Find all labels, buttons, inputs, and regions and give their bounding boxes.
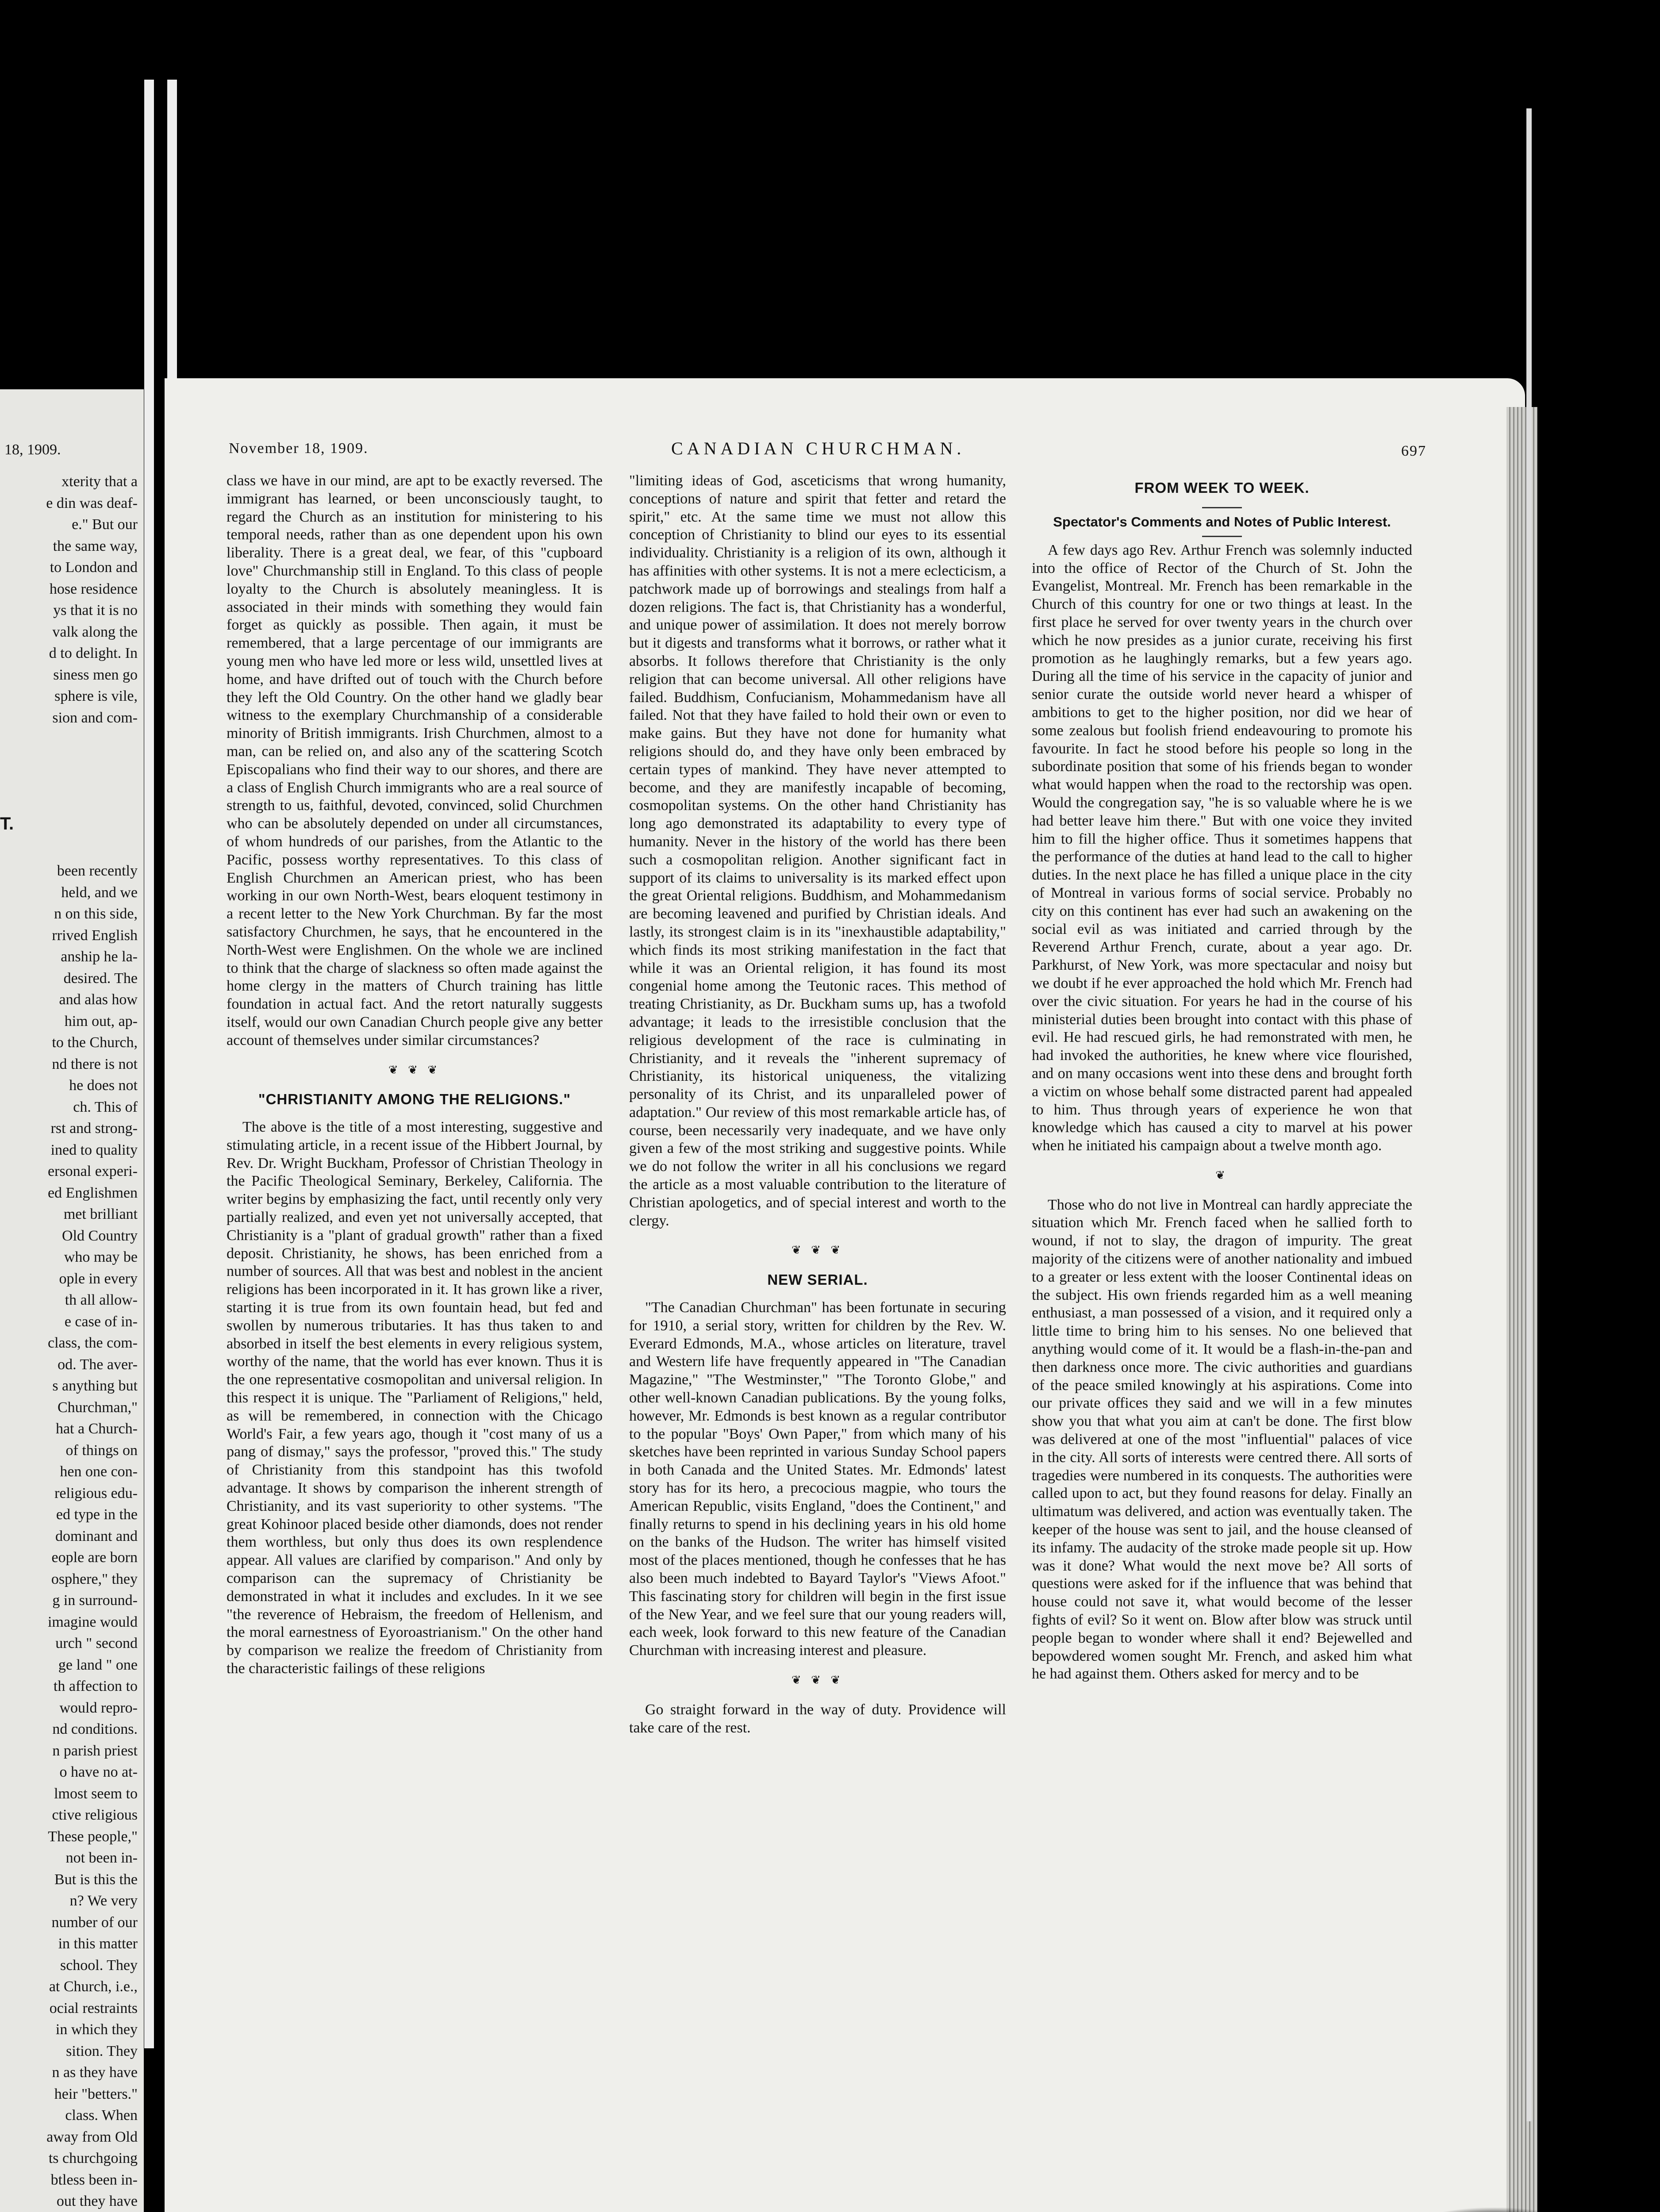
text-line: n on this side, [54, 906, 138, 922]
text-line: ed Englishmen [47, 1184, 138, 1201]
heading-rule [1202, 536, 1242, 537]
article-heading: "CHRISTIANITY AMONG THE RELIGIONS." [258, 1091, 571, 1108]
text-line: e." But our [72, 516, 138, 533]
text-line: Old Country [62, 1227, 138, 1244]
paragraph: class we have in our mind, are apt to be exactly reversed. The immigrant has learned, or been unconsciously taught, to regard the Church as an institution for ministering to his temporal needs, rather than as one dependent upon his own liberality. There is a great deal, we fear, of this "cupboard love" Churchmanship still in England. To this class of people loyalty to the Church is absolutely meaningless. It is associated in their minds with something they would fain forget as quickly as possible. Then again, it must be remembered, that a large percentage of our immigrants are young men who have led more or less wild, unsettled lives at home, and have drifted out of touch with the Church before they left the Old Country. On the other hand we gladly bear witness to the exemplary Churchmanship of a considerable minority of British immigrants. Irish Churchmen, almost to a man, can be relied on, and also any of the scattering Scotch Episcopalians who find their way to our shores, and there are a class of English Church immigrants who are a real source of strength to us, faithful, devoted, convinced, solid Churchmen who can be absolutely depended on under all circumstances, of whom hundreds of our parishes, from the Atlantic to the Pacific, possess worthy representatives. To this class of English Churchmen an American priest, who has been working in our own North-West, bears eloquent testimony in a recent letter to the New York Churchman. By far the most satisfactory Churchmen, he says, that he encountered in the North-West were Englishmen. On the whole we are inclined to think that the charge of slackness so often made against the home clergy in the matters of Church training has little foundation in actual fact. And the retort naturally suggests itself, would our own Canadian Church people give any better account of themselves under similar circumstances? [227, 472, 603, 1048]
text-line: heir "betters." [54, 2085, 138, 2102]
text-line: od. The aver- [58, 1356, 138, 1373]
text-line: ed type in the [56, 1506, 138, 1523]
text-line: ocial restraints [49, 2000, 138, 2016]
text-line: him out, ap- [64, 1013, 138, 1029]
text-line: ople in every [59, 1270, 138, 1287]
text-line: rst and strong- [50, 1120, 138, 1137]
text-line: away from Old [46, 2128, 138, 2145]
text-line: to London and [50, 559, 138, 576]
paragraph: "limiting ideas of God, asceticisms that wrong humanity, conceptions of nature and spirit that fetter and retard the spirit," etc. At the same time we must not allow this conception of Christianity to blind our eyes to its essential individuality. Christianity is a religion of its own, although it has affinities with other systems. It is not a mere eclecticism, a patchwork made up of borrowings and stealings from half a dozen religions. The fact is, that Christianity has a wonderful, and unique power of assimilation. It does not merely borrow but it digests and transforms what it borrows, or rather what it absorbs. It follows therefore that Christianity is the only religion that can become universal. All other religions have failed. Buddhism, Confucianism, Mohammedanism have all failed. Not that they have failed to hold their own or even to make gains. But they have not done for humanity what religions should do, and they have only been embraced by certain types of mankind. They have never attempted to become, and they are manifestly incapable of becoming, cosmopolitan systems. On the other hand Christianity has long ago demonstrated its adaptability to every type of humanity. Never in the history of the world has there been such a cosmopolitan religion. Another significant fact in support of its claims to universality is its marked effect upon the great Oriental religions. Buddhism, and Mohammedanism are becoming leavened and purified by Christian ideals. And lastly, its strongest claim is in its "inexhaustible adaptability," which finds its most striking manifestation in the fact that while it was an Oriental religion, it has found its most congenial home among the Teutonic races. This method of treating Christianity, as Dr. Buckham sums up, has a twofold advantage; it leads to the irresistible conclusion that the religious development of the race is culminating in Christianity, and it reveals the "inherent supremacy of Christianity, its historical uniqueness, the vitalizing personality of its Christ, and its unparalleled power of adaptation." Our review of this most remarkable article has, of course, been necessarily very inadequate, and we have only given a few of the most striking and suggestive points. While we do not follow the writer in all his conclusions we regard the article as a most valuable contribution to the literature of Christian apologetics, and of special interest and worth to the clergy. [629, 472, 1006, 1229]
text-line: valk along the [52, 623, 138, 640]
column-3 [1032, 479, 1412, 1683]
text-line: e din was deaf- [46, 495, 138, 511]
article-heading: NEW SERIAL. [767, 1271, 868, 1288]
text-line: n parish priest [52, 1742, 138, 1759]
text-line: hat a Church- [55, 1421, 138, 1437]
facing-page-heading: T. [0, 814, 14, 833]
binding-shadow [1407, 2208, 1553, 2212]
text-line: dominant and [55, 1528, 138, 1544]
column-2 [629, 472, 1006, 1737]
section-ornament: ❦ ❦ ❦ [388, 1063, 441, 1076]
text-line: sphere is vile, [54, 688, 138, 704]
text-line: osphere," they [51, 1571, 138, 1587]
text-line: s anything but [52, 1378, 138, 1394]
facing-page-fragment [0, 389, 144, 2212]
text-line: to the Church, [52, 1034, 138, 1051]
scanner-bar [144, 80, 154, 2048]
text-line: religious edu- [54, 1485, 138, 1502]
paragraph: A few days ago Rev. Arthur French was solemnly inducted into the office of Rector of the Church of St. John the Evangelist, Montreal. Mr. French has been remarkable in the Church of this country for one or two things at least. In the first place he served for over twenty years in the church over which he now presides as a junior curate, receiving his first promotion as he laughingly remarks, but a few years ago. During all the time of his service in the capacity of junior and senior curate the outside world never heard a whisper of ambitions to get to the higher position, nor did we hear of some zealous but foolish friend endeavouring to promote his favourite. In fact he stood before his people so long in the subordinate position that some of his friends began to wonder what would happen when the road to the rectorship was open. Would the congregation say, "he is so valuable where he is we had better leave him there." But with one voice they invited him to fill the higher office. Thus it sometimes happens that the performance of the duties at hand lead to the call to higher duties. In the next place he has filled a unique place in the city of Montreal in various forms of social service. Probably no city on this continent has ever had such an awakening on the social evil as was initiated and carried through by the Reverend Arthur French, curate, about a year ago. Dr. Parkhurst, of New York, was more spectacular and noisy but we doubt if he ever approached the hold which Mr. French had over the civic situation. For years he had in the course of his ministerial duties been brought into contact with this phase of evil. He had rescued girls, he had remonstrated with men, he had invoked the authorities, he knew where vice flourished, and on many occasions went into these dens and brought forth a victim on whose behalf some distracted parent had appealed to him. Thus through years of experience he won that knowledge which has caused a city to marvel at his power when he initiated his campaign about a twelve month ago. [1032, 541, 1412, 1154]
text-line: xterity that a [61, 473, 138, 490]
newspaper-page [165, 378, 1525, 2212]
text-line: imagine would [47, 1613, 138, 1630]
text-line: hen one con- [60, 1463, 138, 1480]
text-line: sion and com- [52, 709, 138, 726]
text-line: ersonal experi- [48, 1163, 138, 1179]
text-line: who may be [64, 1249, 138, 1265]
text-line: desired. The [63, 970, 138, 987]
text-line: rrived English [52, 927, 138, 944]
paragraph: The above is the title of a most interesting, suggestive and stimulating article, in a recent issue of the Hibbert Journal, by Rev. Dr. Wright Buckham, Professor of Christian Theology in the Pacific Theological Seminary, Berkeley, California. The writer begins by emphasizing the fact, until recently only very partially realized, and even yet not universally accepted, that Christianity is a "plant of gradual growth" rather than a fixed deposit. Christianity, he shows, has been enriched from a number of sources. All that was best and noblest in the ancient religions has been incorporated in it. It has grown like a river, starting it is true from its own fountain head, but fed and swollen by numerous tributaries. It has thus taken to and absorbed in itself the best elements in every religious system, worthy of the name, that the world has ever known. Thus it is the one representative cosmopolitan and universal religion. In this respect it is unique. The "Parliament of Religions," held, as will be remembered, in connection with the Chicago World's Fair, a few years ago, though it "cost many of us a pang of dismay," says the professor, "proved this." The study of Christianity from this standpoint has this twofold advantage. It shows by comparison the inherent strength of Christianity, and its vast superiority to other systems. "The great Kohinoor placed beside other diamonds, does not render them worthless, but only thus does its own resplendence appear. All values are clarified by comparison." And only by comparison can the supremacy of Christianity be demonstrated in what it includes and excludes. In it we see "the reverence of Hebraism, the freedom of Hellenism, and the moral earnestness of Eyoroastrianism." On the other hand by comparison we realize the freedom of Christianity from the characteristic failings of these religions [227, 1119, 603, 1677]
text-line: been recently [57, 863, 138, 879]
page-stack-edge [1506, 407, 1537, 2212]
text-line: d to delight. In [49, 645, 138, 661]
text-line: class, the com- [48, 1335, 138, 1351]
text-line: n? We very [69, 1893, 138, 1909]
text-line: g in surround- [52, 1592, 138, 1609]
text-line: anship he la- [61, 949, 138, 965]
text-line: Churchman," [57, 1399, 138, 1416]
text-line: school. They [60, 1957, 138, 1974]
text-line: But is this the [54, 1871, 138, 1888]
text-line: at Church, i.e., [49, 1978, 138, 1995]
text-line: class. When [65, 2107, 138, 2124]
text-line: th all allow- [65, 1292, 138, 1308]
text-line: would repro- [59, 1699, 138, 1716]
scanner-bar [1526, 108, 1532, 2121]
text-line: and alas how [59, 991, 138, 1008]
text-line: lmost seem to [54, 1785, 138, 1802]
text-line: met brilliant [63, 1206, 138, 1222]
column-subheading: Spectator's Comments and Notes of Public Interest. [1053, 514, 1391, 530]
section-ornament: ❦ ❦ ❦ [791, 1244, 844, 1257]
text-line: ys that it is no [53, 602, 138, 618]
text-line: of things on [65, 1442, 138, 1459]
text-line: nd there is not [52, 1056, 138, 1072]
text-line: ge land " one [58, 1656, 138, 1673]
text-line: e case of in- [64, 1313, 138, 1330]
text-line: o have no at- [59, 1764, 138, 1780]
text-line: n as they have [52, 2064, 138, 2081]
section-ornament: ❦ [1215, 1168, 1229, 1182]
column-heading: FROM WEEK TO WEEK. [1134, 480, 1310, 496]
text-line: he does not [69, 1077, 138, 1094]
text-line: ctive religious [52, 1807, 138, 1823]
text-line: ined to quality [50, 1141, 138, 1158]
text-line: These people," [48, 1828, 138, 1845]
column-1 [227, 472, 603, 1678]
text-line: urch " second [55, 1635, 138, 1651]
text-line: ts churchgoing [48, 2150, 138, 2166]
text-line: siness men go [53, 666, 138, 683]
paragraph: "The Canadian Churchman" has been fortunate in securing for 1910, a serial story, written for children by the Rev. W. Everard Edmonds, M.A., whose articles on literature, travel and Western life have frequently appeared in "The Canadian Magazine," "The Westminster," "The Toronto Globe," and other well-known Canadian publications. By the young folks, however, Mr. Edmonds is best known as a regular contributor to the popular "Boys' Own Paper," from which many of his sketches have been reprinted in various Sunday School papers in both Canada and the United States. Mr. Edmonds' latest story has for its hero, a precocious magpie, who tours the American Republic, visits England, "does the Continent," and finally returns to spend in his declining years in his old home on the banks of the Hudson. The writer has himself visited most of the places mentioned, though he confesses that he has also been much indebted to Bayard Taylor's "Views Afoot." This fascinating story for children will begin in the first issue of the New Year, and we feel sure that our young readers will, each week, look forward to this new feature of the Canadian Churchman with increasing interest and pleasure. [629, 1299, 1006, 1659]
page-number: 697 [1401, 443, 1426, 459]
text-line: the same way, [53, 538, 138, 554]
masthead-title: CANADIAN CHURCHMAN. [671, 438, 965, 458]
text-line: held, and we [61, 884, 138, 901]
paragraph: Those who do not live in Montreal can hardly appreciate the situation which Mr. French faced when he sallied forth to wound, if not to slay, the dragon of impurity. The great majority of the citizens were of another nationality and imbued to a greater or less extent with the looser Continental ideas on the subject. His own friends regarded him as a well meaning enthusiast, a man possessed of a vision, and it required only a little time to bring him to his senses. No one believed that anything would come of it. It would be a flash-in-the-pan and then darkness once more. The civic authorities and guardians of the peace smiled knowingly at his aspirations. Come into our private offices they said and we will in a few minutes show you that what you aim at can't be done. The first blow was delivered at one of the most "influential" palaces of vice in the city. All sorts of interests were centred there. All sorts of tragedies were numbered in its conquests. The authorities were called upon to act, but they found reasons for delay. Finally an ultimatum was delivered, and action was eventually taken. The keeper of the house was sent to jail, and the house cleansed of its infamy. The audacity of the stroke made people sit up. How was it done? What would the next move be? All sorts of questions were asked for if the influence that was behind that house could not save it, what would become of the lesser fights of evil? So it went on. Blow after blow was struck until people began to wonder where shall it end? Bejewelled and bepowdered women sought Mr. French, and asked him what he had against them. Others asked for mercy and to be [1032, 1196, 1412, 1682]
text-line: nd conditions. [52, 1721, 138, 1737]
issue-date: November 18, 1909. [229, 440, 369, 457]
text-line: sition. They [66, 2043, 138, 2059]
text-line: btless been in- [50, 2171, 138, 2188]
text-line: ch. This of [73, 1098, 138, 1115]
text-line: out they have [56, 2193, 138, 2209]
text-line: in this matter [58, 1936, 138, 1952]
section-ornament: ❦ ❦ ❦ [791, 1674, 844, 1686]
text-line: number of our [51, 1914, 138, 1931]
text-line: eople are born [51, 1549, 138, 1566]
facing-page-date: 18, 1909. [4, 442, 61, 458]
text-line: th affection to [53, 1678, 138, 1694]
paragraph: Go straight forward in the way of duty. Providence will take care of the rest. [629, 1701, 1006, 1736]
text-line: not been in- [65, 1850, 138, 1866]
text-line: hose residence [49, 580, 138, 597]
heading-rule [1202, 507, 1242, 508]
text-line: in which they [55, 2021, 138, 2038]
